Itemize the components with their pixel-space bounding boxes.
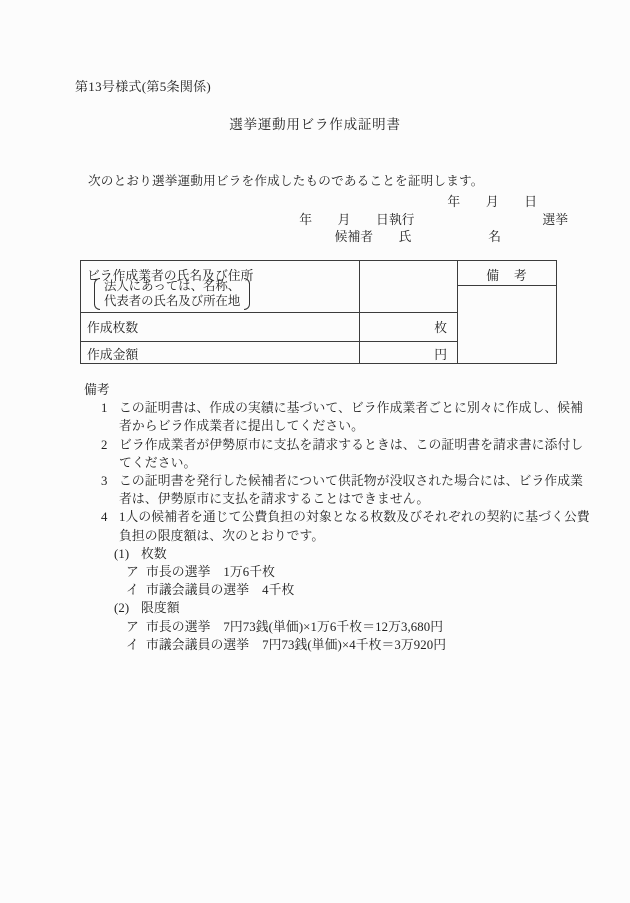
- remark-column-header: 備 考: [486, 269, 528, 283]
- close-paren-shape: [244, 278, 250, 310]
- candidate-name-line: 候補者 氏 名: [334, 230, 501, 244]
- note-number: 3: [101, 474, 108, 489]
- amount-unit-cell: 円: [434, 348, 447, 362]
- note-line: てください。: [119, 455, 197, 470]
- note-line: 者からビラ作成業者に提出してください。: [119, 419, 365, 434]
- remark-body-cell: [458, 286, 555, 362]
- note-text: [119, 472, 583, 508]
- production-amount-label: 作成金額: [87, 348, 139, 362]
- document-title: 選挙運動用ビラ作成証明書: [229, 117, 401, 132]
- sublist-number: (1): [114, 546, 130, 561]
- entry-text: 市議会議員の選挙 4千枚: [146, 583, 295, 598]
- entry-marker: イ: [126, 583, 139, 598]
- notes-heading: 備考: [84, 383, 110, 397]
- note-number: 1: [101, 401, 108, 416]
- sublist-1-entry-b: [126, 581, 584, 599]
- sheets-unit-cell: 枚: [434, 321, 447, 335]
- sublist-2-heading: [114, 599, 584, 617]
- note-number: 2: [101, 437, 108, 452]
- form-number-label: 第13号様式(第5条関係): [75, 79, 212, 94]
- note-line: この証明書を発行した候補者について供託物が没収された場合には、ビラ作成業: [119, 474, 584, 489]
- note-item-4: [101, 508, 590, 544]
- issue-date-line: 年 月 日: [447, 195, 537, 209]
- sublist-1-heading: [114, 545, 584, 563]
- open-paren-shape: [94, 278, 100, 310]
- corporate-note-line-1: 法人にあっては、名称、: [104, 279, 241, 293]
- entry-text: 市長の選挙 7円73銭(単価)×1万6千枚＝12万3,680円: [146, 619, 444, 634]
- note-line: 1人の候補者を通じて公費負担の対象となる枚数及びそれぞれの契約に基づく公費: [119, 510, 590, 525]
- producer-value-cell: [360, 262, 456, 311]
- note-line: 負担の限度額は、次のとおりです。: [119, 528, 325, 543]
- notes-section: [84, 381, 590, 654]
- sublist-label: 限度額: [141, 601, 180, 616]
- note-line: 者は、伊勢原市に支払を請求することはできません。: [119, 492, 430, 507]
- note-text: [119, 436, 583, 472]
- note-item-3: [101, 472, 584, 508]
- note-item-2: [101, 436, 584, 472]
- election-date-line: 年 月 日執行 選挙: [299, 213, 568, 227]
- note-line: ビラ作成業者が伊勢原市に支払を請求するときは、この証明書を請求書に添付し: [119, 437, 584, 452]
- certification-statement: 次のとおり選挙運動用ビラを作成したものであることを証明します。: [88, 174, 484, 188]
- note-line: この証明書は、作成の実績に基づいて、ビラ作成業者ごとに別々に作成し、候補: [119, 401, 584, 416]
- note-text: [119, 399, 583, 435]
- corporate-note-line-2: 代表者の氏名及び所在地: [104, 294, 241, 308]
- sublist-label: 枚数: [141, 546, 167, 561]
- sublist-2-entry-a: [126, 618, 584, 636]
- production-details-table: [80, 260, 557, 364]
- table-row-divider-2: [81, 341, 458, 342]
- note-number: 4: [101, 510, 108, 525]
- corporate-note-text: [104, 278, 240, 310]
- corporate-note-bracket: [94, 278, 250, 310]
- sublist-number: (2): [114, 601, 130, 616]
- note-item-1: [101, 399, 584, 435]
- sheets-count-label: 作成枚数: [87, 321, 139, 335]
- sublist-1-entry-a: [126, 563, 584, 581]
- sublist-2-entry-b: [126, 636, 584, 654]
- entry-marker: ア: [126, 619, 139, 634]
- table-row-divider-1: [81, 312, 458, 313]
- entry-text: 市議会議員の選挙 7円73銭(単価)×4千枚＝3万920円: [146, 637, 447, 652]
- note-text: [119, 508, 590, 544]
- entry-marker: ア: [126, 565, 139, 580]
- producer-name-address-label: ビラ作成業者の氏名及び住所: [87, 269, 254, 283]
- entry-marker: イ: [126, 637, 139, 652]
- entry-text: 市長の選挙 1万6千枚: [146, 565, 276, 580]
